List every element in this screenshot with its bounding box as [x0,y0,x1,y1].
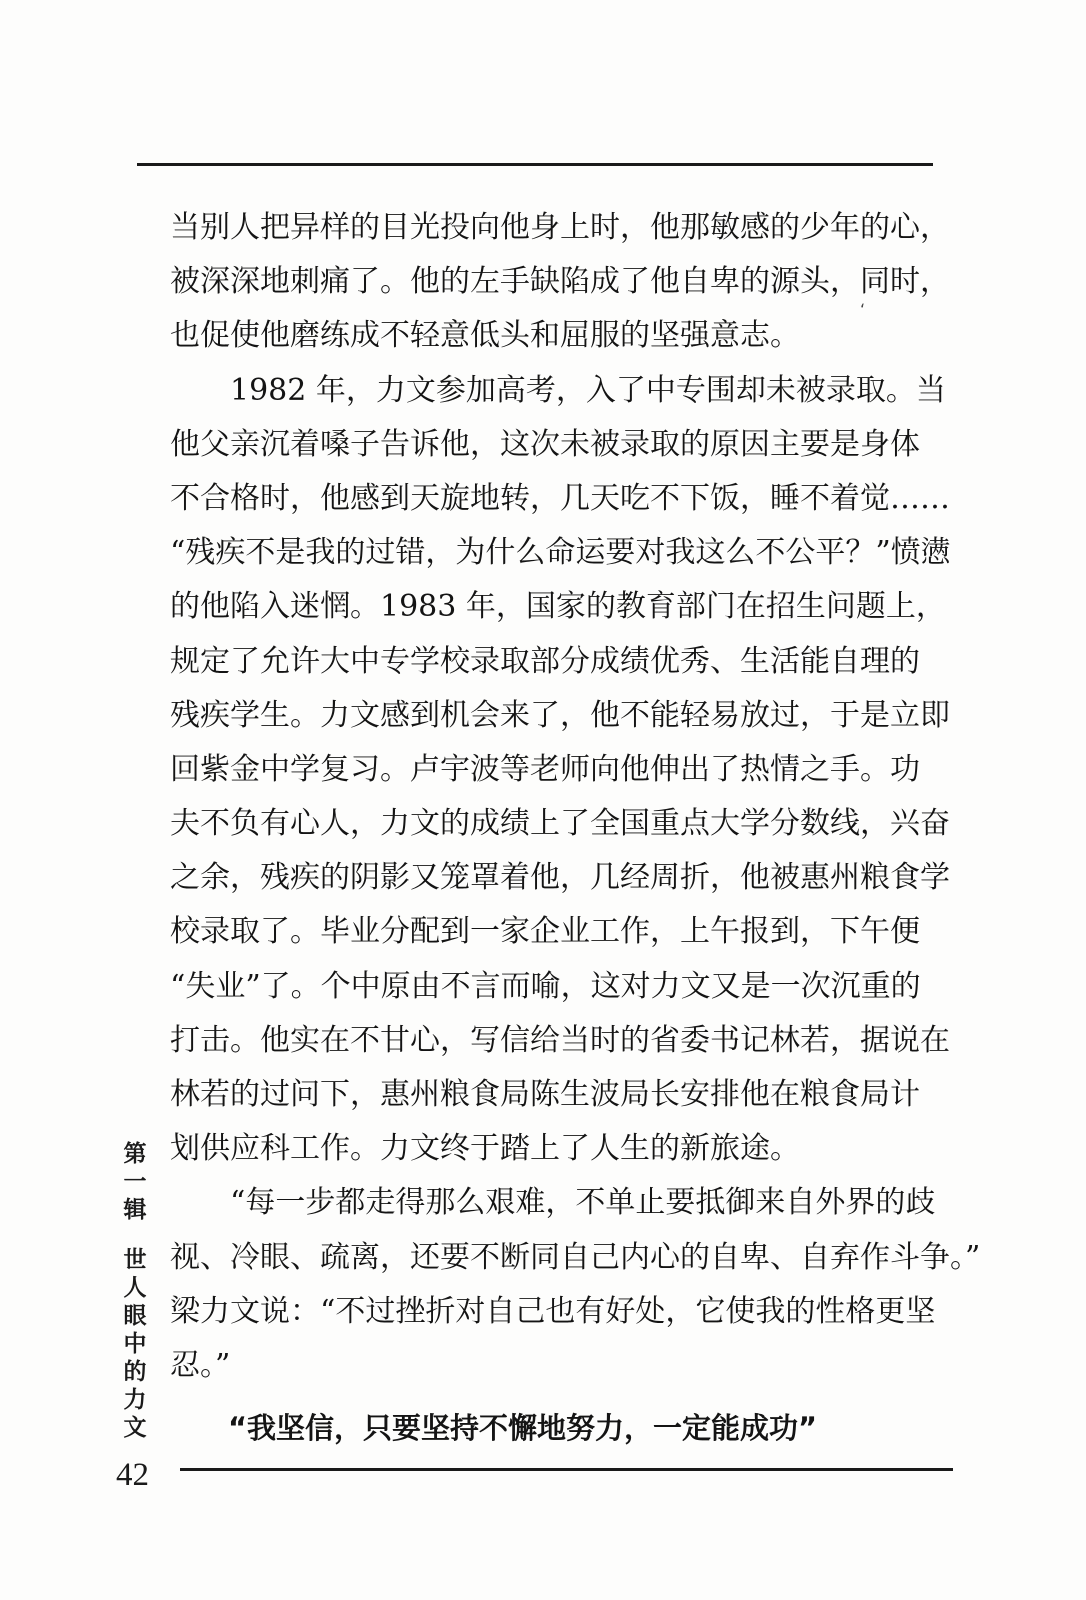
text-line: 打击。他实在不甘心，写信给当时的省委书记林若，据说在 [170,1022,950,1058]
title-gap [118,1224,152,1246]
running-section-title [118,1140,152,1442]
text-line: 之余，残疾的阴影又笼罩着他，几经周折，他被惠州粮食学 [170,860,950,896]
text-line: 当别人把异样的目光投向他身上时，他那敏感的少年的心， [170,210,950,245]
text-line: 梁力文说：“不过挫折对自己也有好处，它使我的性格更坚 [170,1293,936,1329]
text-line: 规定了允许大中专学校录取部分成绩优秀、生活能自理的 [170,643,920,679]
text-line: 被深深地刺痛了。他的左手缺陷成了他自卑的源头，同时， [170,264,950,300]
text-line: 残疾学生。力文感到机会来了，他不能轻易放过，于是立即 [170,697,950,733]
body-text [170,201,981,1455]
header-rule [137,163,933,166]
text-line: “失业”了。个中原由不言而喻，这对力文又是一次沉重的 [170,968,921,1004]
text-line: 划供应科工作。力文终于踏上了人生的新旅途。 [170,1131,800,1167]
section-title-name: 世 人 眼 中 的 力 文 [123,1247,147,1441]
text-line: 忍。” [170,1347,231,1383]
text-line: 回紫金中学复习。卢宇波等老师向他伸出了热情之手。功 [170,751,920,787]
text-line: 他父亲沉着嗓子告诉他，这次未被录取的原因主要是身体 [170,426,920,462]
text-line: 1982 年，力文参加高考，入了中专围却未被录取。当 [230,372,946,408]
page-number: 42 [116,1457,149,1493]
footer-rule [180,1468,953,1471]
text-line: 视、冷眼、疏离，还要不断同自己内心的自卑、自弃作斗争。” [170,1239,981,1275]
text-line: 夫不负有心人，力文的成绩上了全国重点大学分数线，兴奋 [170,806,950,842]
text-line: 校录取了。毕业分配到一家企业工作，上午报到，下午便 [170,914,920,950]
text-line: “残疾不是我的过错，为什么命运要对我这么不公平？”愤懑 [170,535,951,571]
section-title-volume: 第 一 辑 [123,1141,147,1223]
text-line: 林若的过问下，惠州粮食局陈生波局长安排他在粮食局计 [170,1077,920,1112]
text-line: “每一步都走得那么艰难，不单止要抵御来自外界的歧 [230,1185,936,1221]
text-line: 的他陷入迷惘。1983 年，国家的教育部门在招生问题上， [170,589,946,625]
text-line: 也促使他磨练成不轻意低头和屈服的坚强意志。 [170,318,800,354]
section-subheading: “我坚信，只要坚持不懈地努力，一定能成功” [228,1411,818,1446]
text-line: 不合格时，他感到天旋地转，几天吃不下饭，睡不着觉…… [170,480,950,516]
scan-speck: ‘ [860,300,866,319]
